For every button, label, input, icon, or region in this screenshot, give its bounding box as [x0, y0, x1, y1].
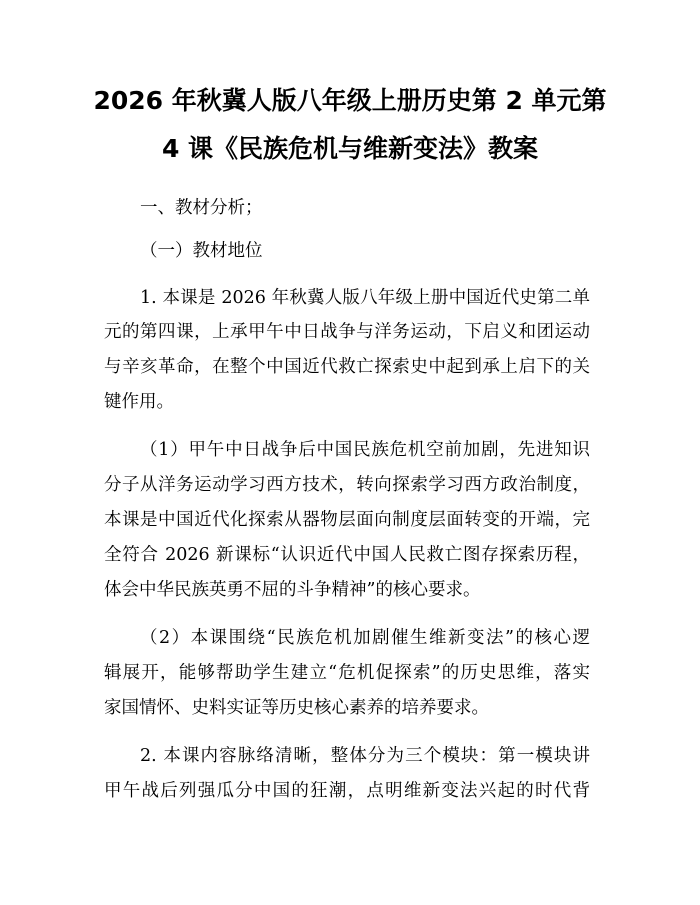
paragraph-1-line-4: 键作用。 [104, 392, 174, 412]
paragraph-3-line-1: （2）本课围绕“民族危机加剧催生维新变法”的核心逻 [140, 628, 590, 648]
paragraph-4-line-2: 甲午战后列强瓜分中国的狂潮，点明维新变法兴起的时代背 [104, 781, 590, 801]
paragraph-3-line-2: 辑展开，能够帮助学生建立“危机促探索”的历史思维，落实 [104, 663, 590, 683]
paragraph-2-line-1: （1）甲午中日战争后中国民族危机空前加剧，先进知识 [140, 440, 590, 460]
paragraph-4-line-1: 2. 本课内容脉络清晰，整体分为三个模块：第一模块讲 [140, 746, 590, 766]
paragraph-3-line-3: 家国情怀、史料实证等历史核心素养的培养要求。 [104, 698, 489, 718]
paragraph-1-line-1: 1. 本课是 2026 年秋冀人版八年级上册中国近代史第二单 [140, 288, 590, 308]
paragraph-2-line-5: 体会中华民族英勇不屈的斗争精神”的核心要求。 [104, 580, 481, 600]
section-heading: 一、教材分析； [140, 198, 263, 218]
paragraph-2-line-3: 本课是中国近代化探索从器物层面向制度层面转变的开端，完 [104, 510, 590, 530]
document-title-line-2: 4 课《民族危机与维新变法》教案 [161, 134, 539, 163]
paragraph-2-line-2: 分子从洋务运动学习西方技术，转向探索学习西方政治制度， [104, 475, 590, 495]
paragraph-1-line-2: 元的第四课，上承甲午中日战争与洋务运动，下启义和团运动 [104, 322, 590, 342]
paragraph-2-line-4: 全符合 2026 新课标“认识近代中国人民救亡图存探索历程， [104, 545, 590, 565]
paragraph-1-line-3: 与辛亥革命，在整个中国近代救亡探索史中起到承上启下的关 [104, 357, 590, 377]
document-title-line-1: 2026 年秋冀人版八年级上册历史第 2 单元第 [93, 86, 607, 115]
subsection-heading: （一）教材地位 [140, 241, 263, 261]
